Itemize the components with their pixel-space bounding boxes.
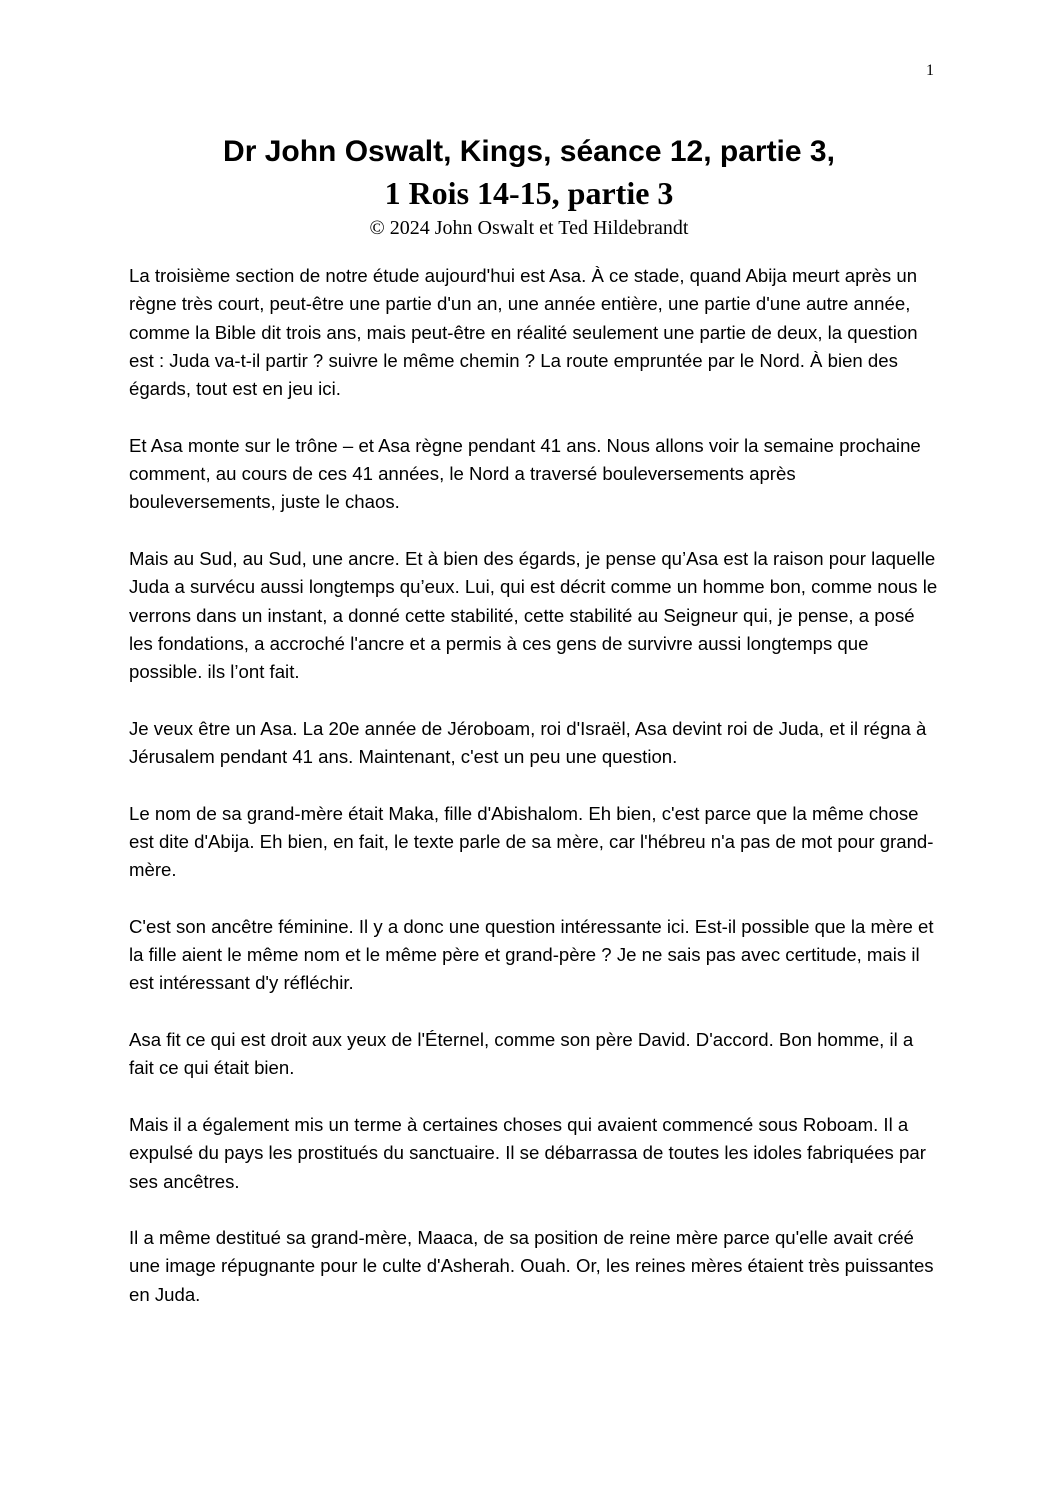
document-title: Dr John Oswalt, Kings, séance 12, partie 3,	[223, 135, 835, 168]
paragraph: Mais au Sud, au Sud, une ancre. Et à bien des égards, je pense qu’Asa est la raison pour laquelle Juda a survécu aussi longtemps qu’eux. Lui, qui est décrit comme un homme bon, comme nous le verrons dans un instant, a donné cette stabilité, cette stabilité au Seigneur qui, je pense, a posé les fondations, a accroché l'ancre et a permis à ces gens de survivre aussi longtemps que possible. ils l’ont fait.	[129, 547, 938, 683]
copyright-line: © 2024 John Oswalt et Ted Hildebrandt	[369, 217, 689, 239]
paragraph: Je veux être un Asa. La 20e année de Jéroboam, roi d'Israël, Asa devint roi de Juda, et il régna à Jérusalem pendant 41 ans. Maintenant, c'est un peu une question.	[129, 717, 927, 768]
body-text	[129, 262, 941, 1337]
paragraph: Asa fit ce qui est droit aux yeux de l'Éternel, comme son père David. D'accord. Bon homme, il a fait ce qui était bien.	[129, 1029, 914, 1079]
paragraph: Il a même destitué sa grand-mère, Maaca, de sa position de reine mère parce qu'elle avait créé une image répugnante pour le culte d'Asherah. Ouah. Or, les reines mères étaient très puissantes en Juda.	[129, 1227, 934, 1305]
page-number: 1	[926, 62, 934, 79]
paragraph: Le nom de sa grand-mère était Maka, fille d'Abishalom. Eh bien, c'est parce que la même chose est dite d'Abija. Eh bien, en fait, le texte parle de sa mère, car l'hébreu n'a pas de mot pour grand-mère.	[129, 802, 934, 881]
paragraph: La troisième section de notre étude aujourd'hui est Asa. À ce stade, quand Abija meurt après un règne très court, peut-être une partie d'un an, une année entière, une partie d'une autre année, comme la Bible dit trois ans, mais peut-être en réalité seulement une partie de deux, la question est : Juda va-t-il partir ? suivre le même chemin ? La route empruntée par le Nord. À bien des égards, tout est en jeu ici.	[129, 265, 918, 400]
paragraph: Et Asa monte sur le trône – et Asa règne pendant 41 ans. Nous allons voir la semaine prochaine comment, au cours de ces 41 années, le Nord a traversé bouleversements après bouleversements, juste le chaos.	[129, 434, 921, 513]
document-subtitle: 1 Rois 14-15, partie 3	[384, 175, 674, 211]
paragraph: C'est son ancêtre féminine. Il y a donc une question intéressante ici. Est-il possible que la mère et la fille aient le même nom et le même père et grand-père ? Je ne sais pas avec certitude, mais il est intéressant d'y réfléchir.	[129, 915, 934, 994]
paragraph: Mais il a également mis un terme à certaines choses qui avaient commencé sous Roboam. Il a expulsé du pays les prostitués du sanctuaire. Il se débarrassa de toutes les idoles fabriquées par ses ancêtres.	[129, 1113, 926, 1192]
